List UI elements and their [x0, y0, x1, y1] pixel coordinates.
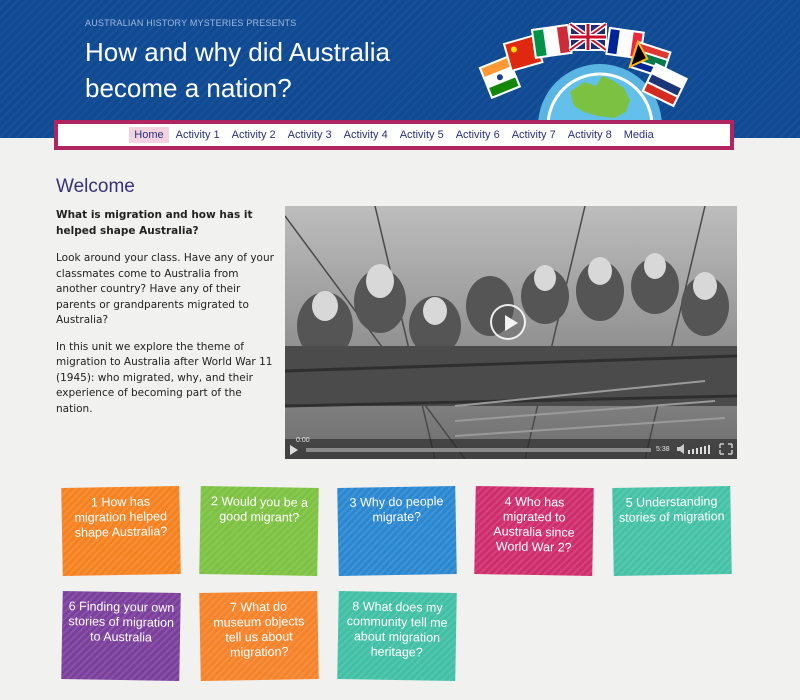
- video-play-icon[interactable]: [290, 445, 298, 455]
- activity-card-2[interactable]: 2 Would you be a good migrant?: [199, 486, 319, 576]
- page-title: Welcome: [56, 176, 135, 197]
- main-nav: [54, 120, 734, 150]
- intro-paragraph-1: Look around your class. Have any of your classmates come to Australia from another country? Have any of their parents or grandparents migrated to Australia?: [56, 252, 274, 326]
- intro-question: What is migration and how has it helped shape Australia?: [56, 209, 253, 237]
- video-current-time: 0:00: [296, 437, 310, 444]
- volume-fullscreen-icons[interactable]: [676, 443, 734, 455]
- nav-activity-3[interactable]: Activity 3: [287, 129, 332, 141]
- nav-home[interactable]: Home: [129, 127, 168, 143]
- play-button-icon[interactable]: [490, 304, 526, 340]
- nav-activity-8[interactable]: Activity 8: [567, 129, 612, 141]
- activity-card-1[interactable]: 1 How has migration helped shape Australia?: [61, 486, 181, 576]
- intro-text: [56, 208, 276, 428]
- nav-media[interactable]: Media: [623, 129, 654, 141]
- nav-activity-7[interactable]: Activity 7: [511, 129, 556, 141]
- header-kicker: AUSTRALIAN HISTORY MYSTERIES PRESENTS: [85, 18, 297, 28]
- site-title[interactable]: How and why did Australia become a nation?: [85, 37, 390, 103]
- activity-card-4[interactable]: 4 Who has migrated to Australia since World War 2?: [474, 486, 594, 576]
- nav-activity-6[interactable]: Activity 6: [455, 129, 500, 141]
- activity-card-7[interactable]: 7 What do museum objects tell us about migration?: [199, 591, 319, 681]
- video-duration: 5:38: [656, 446, 670, 453]
- nav-activity-4[interactable]: Activity 4: [343, 129, 388, 141]
- intro-paragraph-2: In this unit we explore the theme of migration to Australia after World War 11 (1945): who migrated, why, and their experience of becoming part of the nation.: [56, 340, 273, 415]
- nav-activity-5[interactable]: Activity 5: [399, 129, 444, 141]
- nav-activity-1[interactable]: Activity 1: [175, 129, 220, 141]
- activity-card-6[interactable]: 6 Finding your own stories of migration to Australia: [61, 591, 181, 681]
- activity-card-8[interactable]: 8 What does my community tell me about migration heritage?: [337, 591, 457, 681]
- activity-card-5[interactable]: 5 Understanding stories of migration: [612, 486, 732, 576]
- nav-activity-2[interactable]: Activity 2: [231, 129, 276, 141]
- video-progress-bar[interactable]: [306, 448, 651, 452]
- site-header: [0, 0, 800, 138]
- activity-card-3[interactable]: 3 Why do people migrate?: [337, 486, 457, 576]
